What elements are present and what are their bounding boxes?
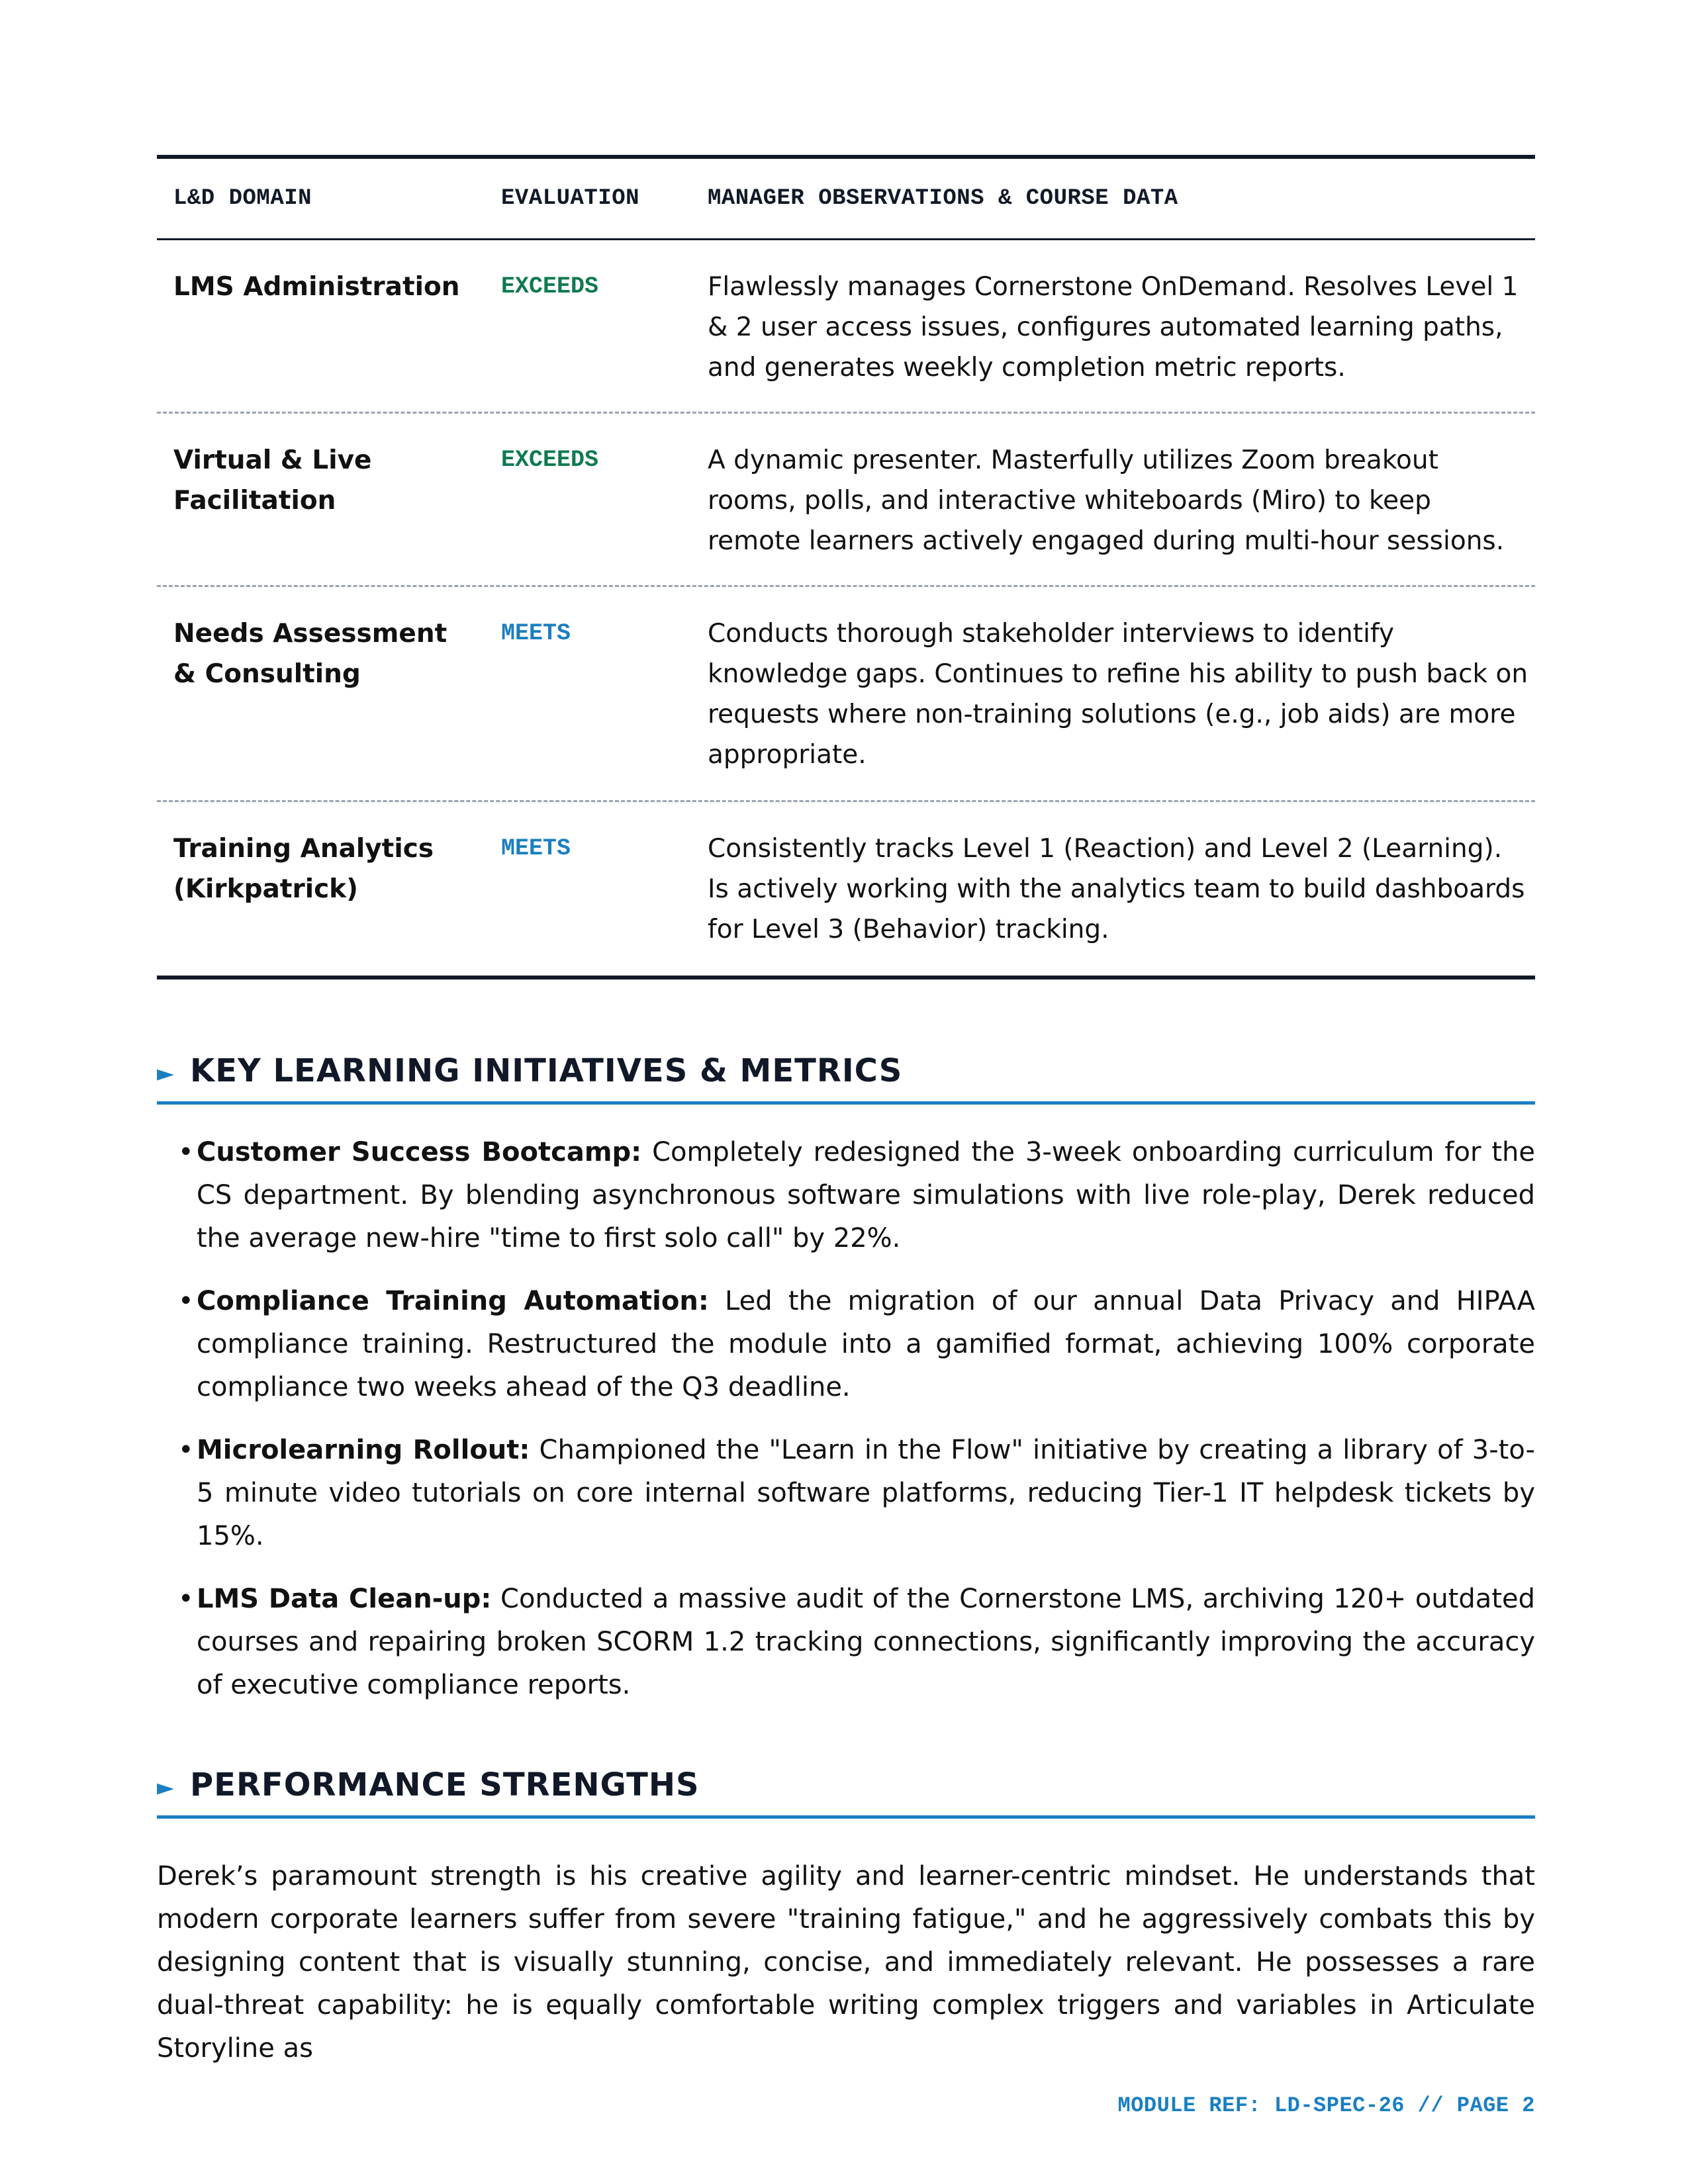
initiative-text: Championed the "Learn in the Flow" initiative by creating a library of 3-to-5 minute video tutorials on core internal software platforms, reducing Tier-1 IT helpdesk tickets by 15%. [197,1435,1535,1551]
initiative-text: Led the migration of our annual Data Privacy and HIPAA compliance training. Restructured the module into a gamified format, achieving 100% corporate compliance two weeks ahead of the Q3 deadline. [197,1286,1535,1402]
observation-cell: Consistently tracks Level 1 (Reaction) and Level 2 (Learning). Is actively working with the analytics team to build dashboards for Level 3 (Behavior) tracking. [708,834,1525,944]
list-item [178,1578,1535,1707]
domain-cell: Virtual & Live Facilitation [173,445,372,516]
table-row [157,587,1535,802]
domain-cell: LMS Administration [173,272,460,302]
initiative-label: LMS Data Clean-up: [197,1584,492,1614]
initiatives-list [157,1131,1535,1707]
table-row [157,414,1535,587]
initiative-label: Microlearning Rollout: [197,1435,530,1465]
initiative-label: Compliance Training Automation: [197,1286,709,1316]
rating-badge: EXCEEDS [501,273,599,300]
bullet-dot-icon: • [178,1435,194,1465]
strengths-heading [157,1766,1535,1819]
evaluation-table [157,155,1535,979]
section-title: PERFORMANCE STRENGTHS [190,1766,700,1803]
bullet-dot-icon: • [178,1286,194,1316]
strengths-paragraph: Derek’s paramount strength is his creative agility and learner-centric mindset. He understands that modern corporate learners suffer from severe "training fatigue," and he aggressively combats this by designing content that is visually stunning, concise, and immediately relevant. He possesses a rare dual-threat capability: he is equally comfortable writing complex triggers and variables in Articulate Storyline as [157,1861,1535,2064]
table-header [157,159,1535,240]
section-title: KEY LEARNING INITIATIVES & METRICS [190,1052,903,1089]
rating-badge: MEETS [501,620,571,647]
domain-cell: Training Analytics (Kirkpatrick) [173,834,434,904]
bullet-dot-icon: • [178,1137,194,1167]
play-arrow-icon: ► [157,1774,175,1801]
bullet-dot-icon: • [178,1584,194,1614]
report-page [157,155,1535,2070]
header-observations: MANAGER OBSERVATIONS & COURSE DATA [708,186,1178,211]
rating-badge: MEETS [501,835,571,862]
table-row [157,240,1535,414]
observation-cell: A dynamic presenter. Masterfully utilizes Zoom breakout rooms, polls, and interactive whiteboards (Miro) to keep remote learners actively engaged during multi-hour sessions. [708,445,1505,556]
domain-cell: Needs Assessment & Consulting [173,619,447,689]
observation-cell: Flawlessly manages Cornerstone OnDemand. Resolves Level 1 & 2 user access issues, configures automated learning paths, and generates weekly completion metric reports. [708,272,1519,383]
initiative-text: Completely redesigned the 3-week onboarding curriculum for the CS department. By blending asynchronous software simulations with live role-play, Derek reduced the average new-hire "time to first solo call" by 22%. [197,1137,1535,1253]
play-arrow-icon: ► [157,1060,175,1087]
list-item [178,1280,1535,1409]
header-evaluation: EVALUATION [501,186,640,211]
page-footer: MODULE REF: LD-SPEC-26 // PAGE 2 [1117,2093,1535,2118]
header-domain: L&D DOMAIN [173,186,312,211]
list-item [178,1131,1535,1260]
list-item [178,1429,1535,1558]
initiative-text: Conducted a massive audit of the Cornerstone LMS, archiving 120+ outdated courses and repairing broken SCORM 1.2 tracking connections, significantly improving the accuracy of executive compliance reports. [197,1584,1535,1700]
rating-badge: EXCEEDS [501,447,599,473]
initiative-label: Customer Success Bootcamp: [197,1137,642,1167]
observation-cell: Conducts thorough stakeholder interviews to identify knowledge gaps. Continues to refine his ability to push back on requests where non-training solutions (e.g., job aids) are more appropriate. [708,619,1528,770]
initiatives-heading [157,1052,1535,1105]
table-row [157,802,1535,976]
